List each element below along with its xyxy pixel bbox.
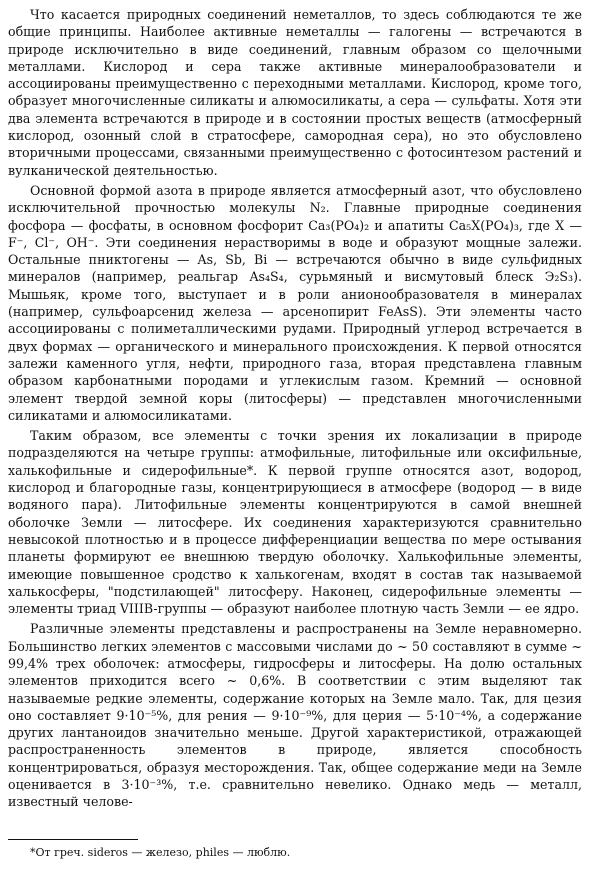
- footnote: *От греч. sideros — железо, philes — люблю.: [30, 845, 291, 859]
- paragraph-3: Таким образом, все элементы с точки зрения их локализации в природе подразделяются на четыре группы: атмофильные, литофильные или оксифильные, халькофильные и сидерофильные*. К первой группе относятся азот, водород, кислород и благородные газы, концентрирующиеся в атмосфере (водород — в виде водяного пара). Литофильные элементы концентрируются в самой внешней оболочке Земли — литосфере. Их соединения характеризуются сравнительно невысокой плотностью и в процессе дифференциации вещества по мере остывания планеты формируют ее внешнюю твердую оболочку. Халькофильные элементы, имеющие повышенное сродство к халькогенам, входят в состав так называемой халькосферы, "подстилающей" литосферу. Наконец, сидерофильные элементы — элементы триад VIIIB-группы — образуют наиболее плотную часть Земли — ее ядро.: [8, 428, 582, 617]
- footnote-divider: [8, 839, 138, 840]
- paragraph-4: Различные элементы представлены и распространены на Земле неравномерно. Большинство легких элементов с массовыми числами до ~ 50 составляют в сумме ~ 99,4% трех оболочек: атмосферы, гидросферы и литосферы. На долю остальных элементов приходится всего ~ 0,6%. В соответствии с этим выделяют так называемые редкие элементы, содержание которых на Земле мало. Так, для цезия оно составляет 9·10⁻⁵%, для рения — 9·10⁻⁹%, для церия — 5·10⁻⁴%, а содержание других лантаноидов значительно меньше. Другой характеристикой, отражающей распространенность элементов в природе, является способность концентрироваться, образуя месторождения. Так, общее содержание меди на Земле оценивается в 3·10⁻³%, т.е. сравнительно невелико. Однако медь — металл, известный челове-: [8, 621, 582, 810]
- paragraph-1: Что касается природных соединений неметаллов, то здесь соблюдаются те же общие принципы. Наиболее активные неметаллы — галогены — встречаются в природе исключительно в виде соединений, главным образом со щелочными металлами. Кислород и сера также активные минералообразователи и ассоциированы преимущественно с переходными металлами. Кислород, кроме того, образует многочисленные силикаты и алюмосиликаты, а сера — сульфаты. Хотя эти два элемента встречаются в природе и в состоянии простых веществ (атмосферный кислород, озонный слой в стратосфере, самородная сера), но это обусловлено вторичными процессами, связанными преимущественно с фотосинтезом растений и вулканической деятельностью.: [8, 7, 582, 178]
- paragraph-2: Основной формой азота в природе является атмосферный азот, что обусловлено исключительной прочностью молекулы N₂. Главные природные соединения фосфора — фосфаты, в основном фосфорит Ca₃(PO₄)₂ и апатиты Ca₅X(PO₄)₃, где X — F⁻, Cl⁻, OH⁻. Эти соединения нерастворимы в воде и образуют мощные залежи. Остальные пниктогены — As, Sb, Bi — встречаются обычно в виде сульфидных минералов (например, реальгар As₄S₄, сурьмяный и висмутовый блеск Э₂S₃). Мышьяк, кроме того, выступает и в роли анионообразователя в минералах (например, сульфоарсенид железа — арсенопирит FeAsS). Эти элементы часто ассоциированы с полиметаллическими рудами. Природный углерод встречается в двух формах — органического и минерального происхождения. К первой относятся залежи каменного угля, нефти, природного газа, вторая представлена главным образом карбонатными породами и углекислым газом. Кремний — основной элемент твердой земной коры (литосферы) — представлен многочисленными силикатами и алюмосиликатами.: [8, 182, 582, 423]
